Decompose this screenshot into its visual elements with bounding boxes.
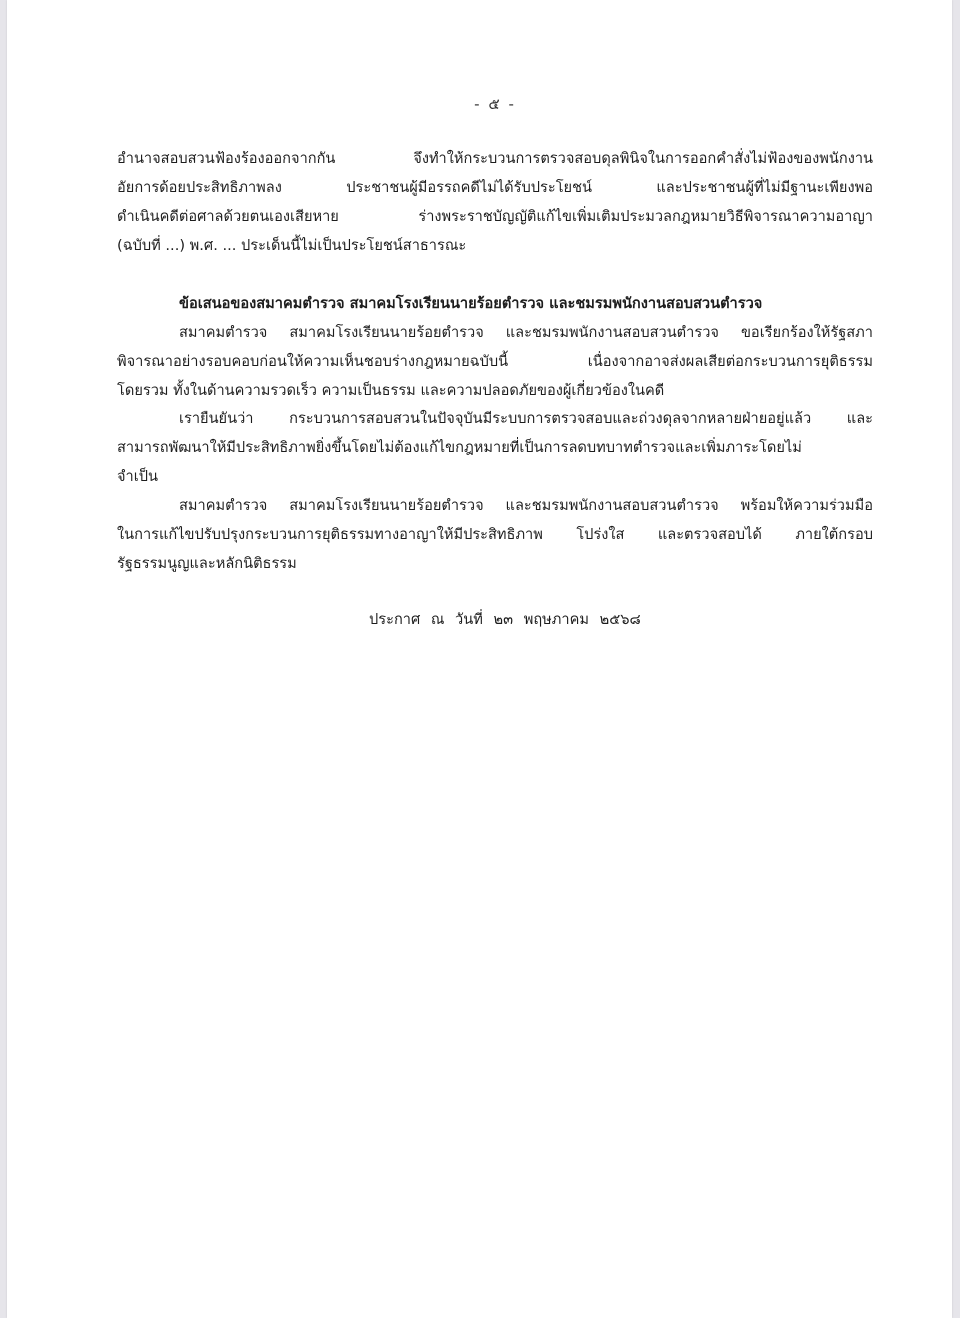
paragraph-1-line-1: สมาคมตำรวจ สมาคมโรงเรียนนายร้อยตำรวจ และชมรมพนักงานสอบสวนตำรวจ ขอเรียกร้องให้รัฐสภา (179, 324, 873, 341)
paragraph-1-line-3: โดยรวม ทั้งในด้านความรวดเร็ว ความเป็นธรรม และความปลอดภัยของผู้เกี่ยวข้องในคดี (117, 382, 665, 399)
document-page (7, 0, 952, 1318)
paragraph-3-line-2: ในการแก้ไขปรับปรุงกระบวนการยุติธรรมทางอาญาให้มีประสิทธิภาพ โปร่งใส และตรวจสอบได้ ภายใต้กรอบ (117, 526, 873, 543)
intro-line-1: อำนาจสอบสวนฟ้องร้องออกจากกัน จึงทำให้กระบวนการตรวจสอบดุลพินิจในการออกคำสั่งไม่ฟ้องของพนักงาน (117, 150, 873, 167)
intro-line-3: ดำเนินคดีต่อศาลด้วยตนเองเสียหาย ร่างพระราชบัญญัติแก้ไขเพิ่มเติมประมวลกฎหมายวิธีพิจารณาความอาญา (117, 208, 873, 225)
intro-line-4: (ฉบับที่ ...) พ.ศ. ... ประเด็นนี้ไม่เป็นประโยชน์สาธารณะ (117, 237, 467, 254)
announcement-date: ประกาศ ณ วันที่ ๒๓ พฤษภาคม ๒๕๖๘ (369, 611, 641, 628)
paragraph-2-line-1: เรายืนยันว่า กระบวนการสอบสวนในปัจจุบันมีระบบการตรวจสอบและถ่วงดุลจากหลายฝ่ายอยู่แล้ว และ (179, 410, 873, 427)
page-number: - ๕ - (474, 95, 516, 113)
paragraph-3-line-1: สมาคมตำรวจ สมาคมโรงเรียนนายร้อยตำรวจ และชมรมพนักงานสอบสวนตำรวจ พร้อมให้ความร่วมมือ (179, 497, 873, 514)
section-heading: ข้อเสนอของสมาคมตำรวจ สมาคมโรงเรียนนายร้อยตำรวจ และชมรมพนักงานสอบสวนตำรวจ (179, 295, 763, 312)
paragraph-2-line-2: สามารถพัฒนาให้มีประสิทธิภาพยิ่งขึ้นโดยไม่ต้องแก้ไขกฎหมายที่เป็นการลดบทบาทตำรวจและเพิ่มภาระโดยไม่ (117, 439, 802, 456)
paragraph-1-line-2: พิจารณาอย่างรอบคอบก่อนให้ความเห็นชอบร่างกฎหมายฉบับนี้ เนื่องจากอาจส่งผลเสียต่อกระบวนการยุติธรรม (117, 353, 873, 370)
paragraph-3-line-3: รัฐธรรมนูญและหลักนิติธรรม (117, 555, 297, 572)
paragraph-2-line-3: จำเป็น (117, 468, 158, 485)
intro-line-2: อัยการด้อยประสิทธิภาพลง ประชาชนผู้มีอรรถคดีไม่ได้รับประโยชน์ และประชาชนผู้ที่ไม่มีฐานะเพียงพอ (117, 179, 873, 196)
